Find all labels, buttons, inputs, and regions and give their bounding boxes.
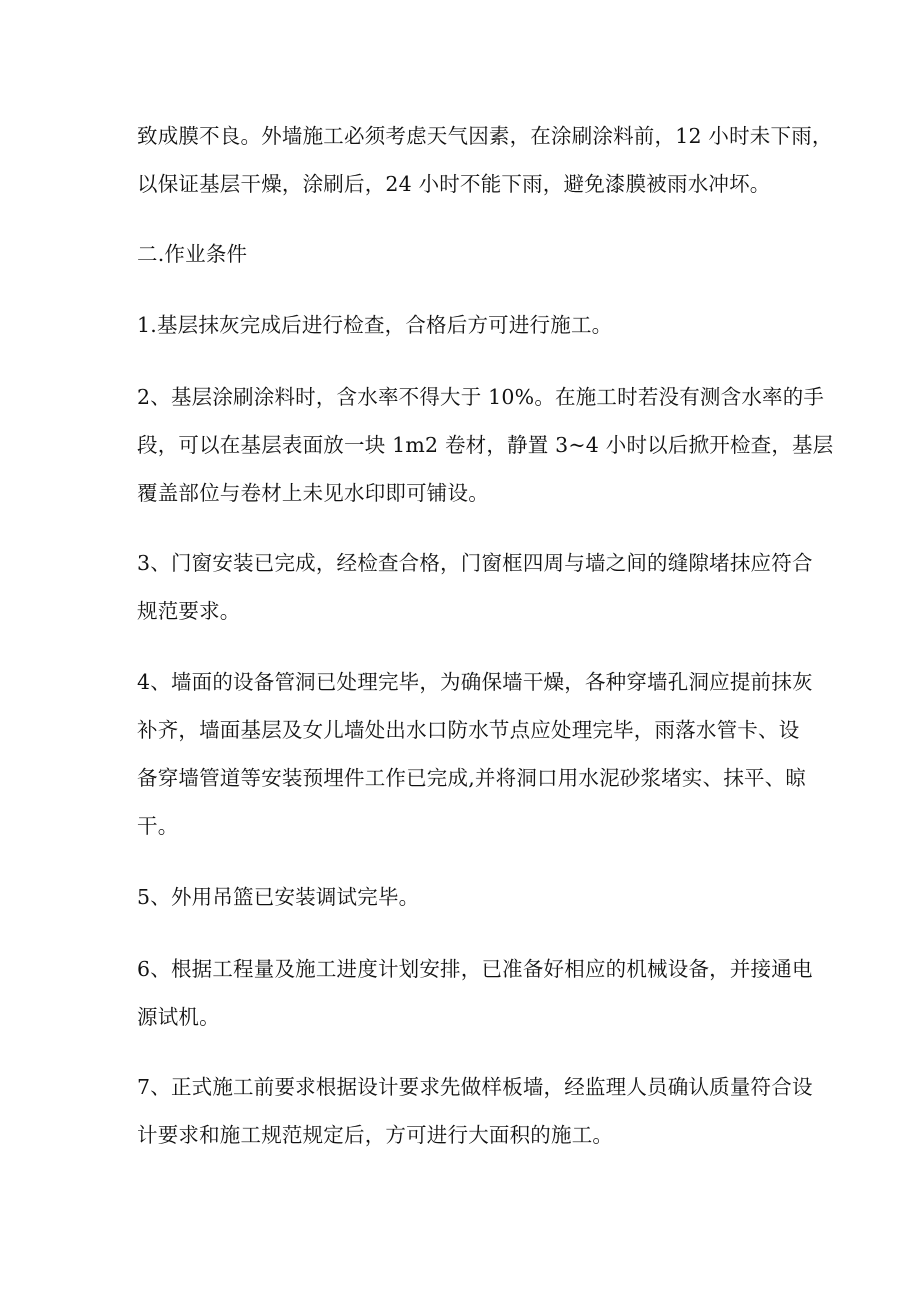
- item-4-line-3: 备穿墙管道等安装预埋件工作已完成,并将洞口用水泥砂浆堵实、抹平、晾: [137, 766, 807, 790]
- item-2-line-3: 覆盖部位与卷材上未见水印即可铺设。: [137, 481, 489, 505]
- item-6-line-2: 源试机。: [137, 1005, 220, 1029]
- section-heading: 二.作业条件: [137, 242, 248, 266]
- item-7-line-2: 计要求和施工规范规定后，方可进行大面积的施工。: [137, 1123, 614, 1147]
- item-3-line-2: 规范要求。: [137, 599, 241, 623]
- item-4-line-2: 补齐，墙面基层及女儿墙处出水口防水节点应处理完毕，雨落水管卡、设: [137, 718, 800, 742]
- item-2-line-2: 段，可以在基层表面放一块 1m2 卷材，静置 3~4 小时以后掀开检查，基层: [137, 433, 834, 457]
- paragraph-intro-line-1: 致成膜不良。外墙施工必须考虑天气因素，在涂刷涂料前，12 小时未下雨，: [137, 124, 833, 148]
- item-3-line-1: 3、门窗安装已完成，经检查合格，门窗框四周与墙之间的缝隙堵抹应符合: [137, 551, 813, 575]
- item-1-line-1: 1.基层抹灰完成后进行检查，合格后方可进行施工。: [137, 313, 613, 337]
- item-6-line-1: 6、根据工程量及施工进度计划安排，已准备好相应的机械设备，并接通电: [137, 957, 813, 981]
- item-4-line-4: 干。: [137, 814, 179, 838]
- item-7-line-1: 7、正式施工前要求根据设计要求先做样板墙，经监理人员确认质量符合设: [137, 1075, 813, 1099]
- paragraph-intro-line-2: 以保证基层干燥，涂刷后，24 小时不能下雨，避免漆膜被雨水冲坏。: [137, 172, 771, 196]
- item-4-line-1: 4、墙面的设备管洞已处理完毕，为确保墙干燥，各种穿墙孔洞应提前抹灰: [137, 670, 813, 694]
- item-2-line-1: 2、基层涂刷涂料时，含水率不得大于 10%。在施工时若没有测含水率的手: [137, 385, 825, 409]
- item-5-line-1: 5、外用吊篮已安装调试完毕。: [137, 885, 420, 909]
